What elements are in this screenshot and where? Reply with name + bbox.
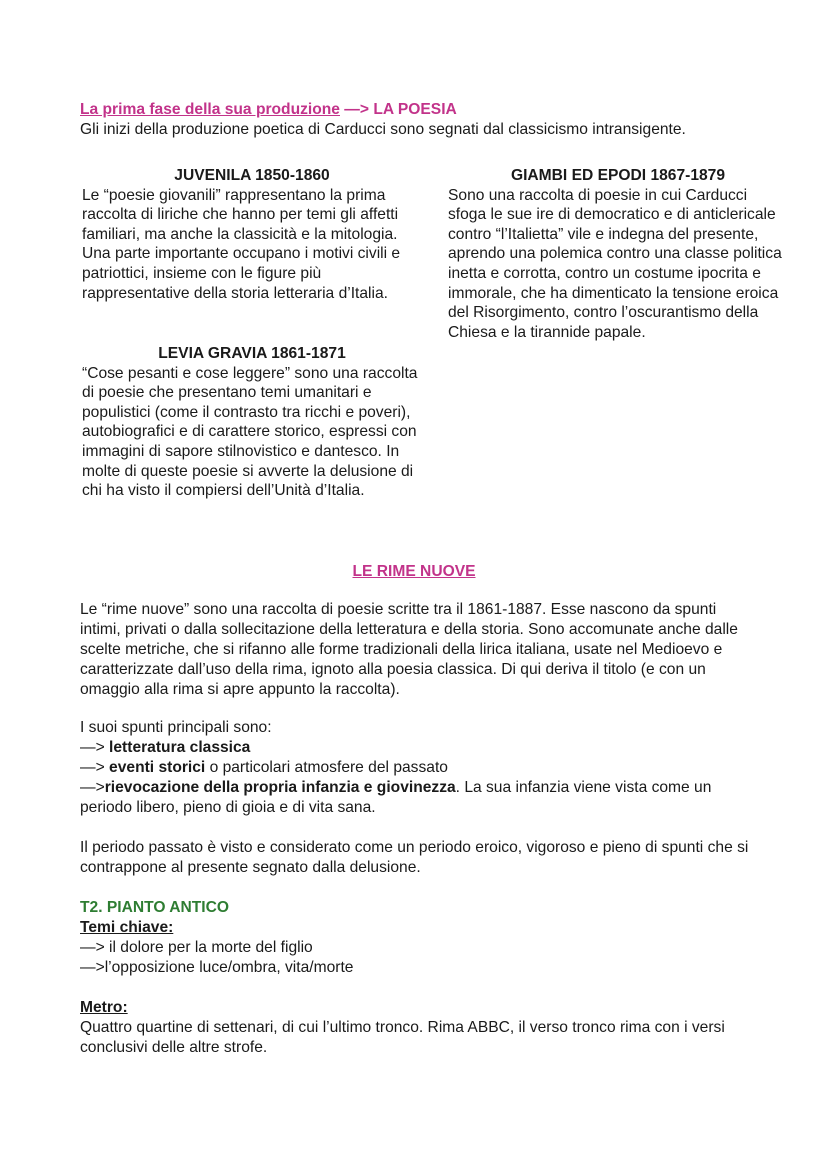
spunti-intro: I suoi spunti principali sono:	[80, 719, 272, 736]
rime-heading[interactable]: LE RIME NUOVE	[352, 563, 476, 580]
intro-heading	[80, 100, 457, 120]
spunti-list	[80, 718, 760, 818]
juvenila-section	[82, 166, 422, 303]
rime-paragraph-1: Le “rime nuove” sono una raccolta di poesie scritte tra il 1861-1887. Esse nascono da spunti intimi, privati o dalla sollecitazione della letteratura e della storia. Sono accomunate anche dalle scelte metriche, che si rifanno alle forme tradizionali della lirica italiana, usate nel Medioevo e caratterizzate dall’uso della rima, ignoto alla poesia classica. Di qui deriva il titolo (e con un omaggio alla rima si apre appunto la raccolta).	[80, 601, 738, 698]
juvenila-title: JUVENILA 1850-1860	[174, 167, 330, 184]
levia-title: LEVIA GRAVIA 1861-1871	[158, 345, 346, 362]
spunti-item-2-bold: eventi storici	[109, 759, 206, 776]
arrow: —>	[80, 779, 105, 796]
t2-heading: T2. PIANTO ANTICO	[80, 899, 230, 916]
spunti-item-3-rest: . La sua infanzia viene vista come un periodo libero, pieno di gioia e di vita sana.	[80, 779, 712, 816]
spunti-item-3-bold: rievocazione della propria infanzia e giovinezza	[104, 779, 456, 796]
giambi-section	[448, 166, 788, 342]
levia-text: “Cose pesanti e cose leggere” sono una raccolta di poesie che presentano temi umanitari e populistici (come il contrasto tra ricchi e poveri), autobiografici e di carattere storico, espressi con immagini di sapore stilnovistico e dantesco. In molte di queste poesie si avverte la delusione di chi ha visto il compiersi dell’Unità d’Italia.	[82, 364, 418, 500]
spunti-item-2	[80, 758, 760, 778]
arrow: —>	[80, 759, 110, 776]
spunti-item-2-rest: o particolari atmosfere del passato	[205, 759, 448, 776]
intro-text: Gli inizi della produzione poetica di Carducci sono segnati dal classicismo intransigente.	[80, 121, 686, 138]
arrow: —>	[80, 739, 110, 756]
levia-section	[82, 344, 422, 501]
temi-item-2: —>l’opposizione luce/ombra, vita/morte	[80, 959, 354, 976]
metro-label: Metro:	[80, 999, 128, 1016]
giambi-text: Sono una raccolta di poesie in cui Carducci sfoga le sue ire di democratico e di anticlericale contro “l’Italietta” vile e indegna del presente, aprendo una polemica contro una classe politica inetta e corrotta, contro un costume ipocrita e immorale, che ha dimenticato la tensione eroica del Risorgimento, contro l’oscurantismo della Chiesa e la tirannide papale.	[448, 186, 782, 341]
intro-heading-arrow: —> LA POESIA	[339, 101, 457, 118]
giambi-title: GIAMBI ED EPODI 1867-1879	[510, 167, 726, 184]
intro-heading-link[interactable]: La prima fase della sua produzione	[80, 101, 340, 118]
spunti-item-1-bold: letteratura classica	[109, 739, 251, 756]
metro-text: Quattro quartine di settenari, di cui l’ultimo tronco. Rima ABBC, il verso tronco rima con i versi conclusivi delle altre strofe.	[80, 1019, 725, 1056]
rime-paragraph-2: Il periodo passato è visto e considerato come un periodo eroico, vigoroso e pieno di spunti che si contrappone al presente segnato dalla delusione.	[80, 839, 749, 876]
temi-label: Temi chiave:	[80, 919, 174, 936]
spunti-item-3	[80, 778, 760, 818]
juvenila-text: Le “poesie giovanili” rappresentano la prima raccolta di liriche che hanno per temi gli affetti familiari, ma anche la classicità e la mitologia. Una parte importante occupano i motivi civili e patriottici, insieme con le figure più rappresentative della storia letteraria d’Italia.	[82, 186, 401, 302]
spunti-item-1	[80, 738, 760, 758]
temi-item-1: —> il dolore per la morte del figlio	[80, 939, 313, 956]
